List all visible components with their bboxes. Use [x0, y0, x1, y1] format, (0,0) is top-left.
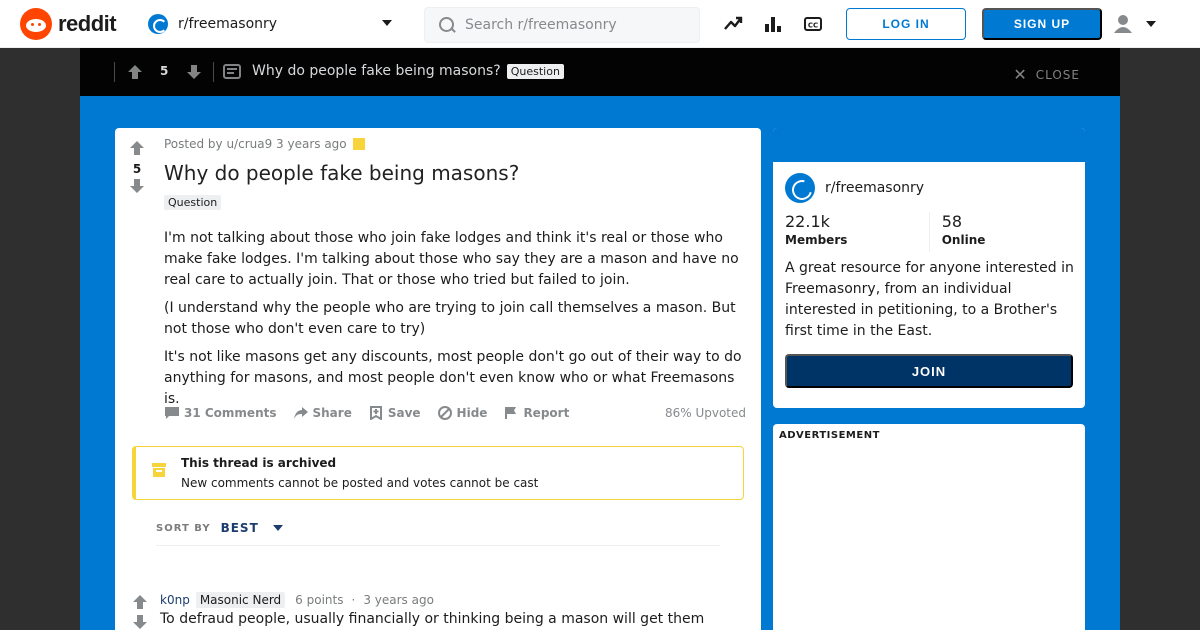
subreddit-selector[interactable] — [140, 8, 406, 40]
search-bar[interactable] — [424, 7, 700, 43]
post-text-icon — [223, 63, 241, 81]
subreddit-stats — [785, 212, 1073, 252]
share-button[interactable] — [293, 406, 352, 420]
save-label: Save — [387, 406, 421, 420]
advertisement-label: ADVERTISEMENT — [779, 430, 880, 441]
sort-by-value: BEST — [220, 521, 259, 535]
flag-icon — [503, 406, 519, 420]
user-icon — [1112, 13, 1134, 35]
chevron-down-icon — [273, 525, 283, 531]
search-input[interactable] — [465, 17, 685, 33]
popular-icon[interactable] — [763, 14, 783, 34]
post-paragraph: It's not like masons get any discounts, most people don't go out of their way to do anything for masons, and most people don't even know who or what Freemasons is. — [164, 349, 742, 407]
join-button[interactable]: JOIN — [785, 354, 1073, 388]
close-label: CLOSE — [1035, 67, 1080, 82]
separator-dot: · — [351, 593, 356, 607]
close-button[interactable] — [1013, 65, 1080, 84]
post-bar-flair[interactable]: Question — [507, 64, 564, 79]
post-top-bar — [80, 48, 1120, 96]
archived-title: This thread is archived — [181, 456, 337, 470]
downvote-icon[interactable] — [129, 178, 145, 194]
archive-award-icon — [353, 138, 365, 150]
comments-label: 31 Comments — [184, 406, 277, 420]
svg-text:CC: CC — [807, 21, 819, 30]
members-label: Members — [785, 233, 848, 247]
post-body — [164, 228, 754, 417]
signup-button[interactable]: SIGN UP — [982, 8, 1102, 40]
reddit-logo[interactable] — [20, 8, 116, 40]
online-count: 58 — [941, 212, 963, 231]
report-label: Report — [523, 406, 570, 420]
login-button[interactable]: LOG IN — [846, 8, 966, 40]
divider — [114, 62, 115, 82]
archived-notice — [132, 446, 744, 500]
post-bar-score: 5 — [160, 64, 169, 78]
upvote-icon[interactable] — [127, 64, 143, 80]
captions-icon[interactable] — [803, 14, 823, 34]
post-meta-text: Posted by u/crua9 3 years ago — [164, 137, 347, 151]
trending-icon[interactable] — [723, 14, 743, 34]
hide-label: Hide — [456, 406, 488, 420]
share-icon — [293, 406, 309, 420]
subreddit-icon — [148, 14, 168, 34]
archived-subtitle: New comments cannot be posted and votes cannot be cast — [181, 476, 539, 490]
post-paragraph: (I understand why the people who are trying to join call themselves a mason. But not those who don't even care to try) — [164, 300, 736, 337]
comments-button[interactable] — [164, 406, 277, 420]
members-stat — [785, 212, 929, 252]
downvote-icon[interactable] — [132, 614, 148, 630]
report-button[interactable] — [503, 406, 569, 420]
post-vote-column — [125, 138, 149, 198]
comment-timestamp[interactable]: 3 years ago — [363, 593, 434, 607]
save-button[interactable] — [368, 406, 421, 420]
post-flair[interactable]: Question — [164, 195, 221, 210]
upvote-icon[interactable] — [132, 594, 148, 610]
comment-meta — [160, 592, 434, 608]
search-icon — [439, 17, 455, 33]
comment-points: 6 points — [295, 593, 344, 607]
subreddit-link[interactable] — [785, 173, 924, 203]
hide-button[interactable] — [437, 406, 488, 420]
online-stat — [929, 212, 1073, 252]
close-icon: ✕ — [1013, 65, 1028, 84]
members-count: 22.1k — [785, 212, 830, 231]
chevron-down-icon — [382, 20, 392, 26]
post-bar-title-group — [252, 63, 564, 79]
post-title: Why do people fake being masons? — [164, 161, 520, 185]
reddit-alien-icon — [20, 8, 52, 40]
upvote-icon[interactable] — [129, 140, 145, 156]
downvote-icon[interactable] — [186, 64, 202, 80]
user-menu[interactable] — [1110, 12, 1162, 36]
hide-icon — [437, 406, 453, 420]
upvote-ratio: 86% Upvoted — [664, 406, 746, 420]
comment-author-flair: Masonic Nerd — [196, 592, 285, 608]
subreddit-description: A great resource for anyone interested in Freemasonry, from an individual interested in petitioning, to a Brother's first time in the East. — [785, 260, 1074, 339]
comment-icon — [164, 406, 180, 420]
subreddit-card-header — [773, 128, 1085, 162]
post-paragraph: I'm not talking about those who join fake lodges and think it's real or those who make fake lodges. I'm talking about those who say they are a mason and have no real care to actually join. That or those who tried but failed to join. — [164, 230, 739, 288]
subreddit-info-card — [773, 128, 1085, 408]
share-label: Share — [312, 406, 352, 420]
sort-by-label: SORT BY — [156, 522, 211, 534]
post-card — [115, 128, 761, 630]
subreddit-name: r/freemasonry — [825, 180, 925, 196]
online-label: Online — [941, 233, 986, 247]
divider — [156, 545, 720, 546]
comment-author[interactable]: k0np — [160, 593, 190, 607]
archive-icon — [151, 462, 167, 478]
divider — [213, 62, 214, 82]
post-bar-title: Why do people fake being masons? — [252, 63, 501, 79]
advertisement-card — [773, 424, 1085, 630]
chevron-down-icon — [1146, 21, 1156, 27]
post-meta — [164, 137, 365, 151]
comment-body: To defraud people, usually financially or thinking being a mason will get them — [160, 611, 705, 627]
top-header — [0, 0, 1200, 48]
subreddit-selector-label: r/freemasonry — [178, 16, 278, 32]
logo-text: reddit — [58, 11, 117, 36]
post-actions — [164, 406, 746, 420]
subreddit-icon — [785, 173, 815, 203]
post-score: 5 — [132, 162, 142, 176]
save-icon — [368, 406, 384, 420]
sort-by-dropdown[interactable] — [156, 521, 283, 535]
